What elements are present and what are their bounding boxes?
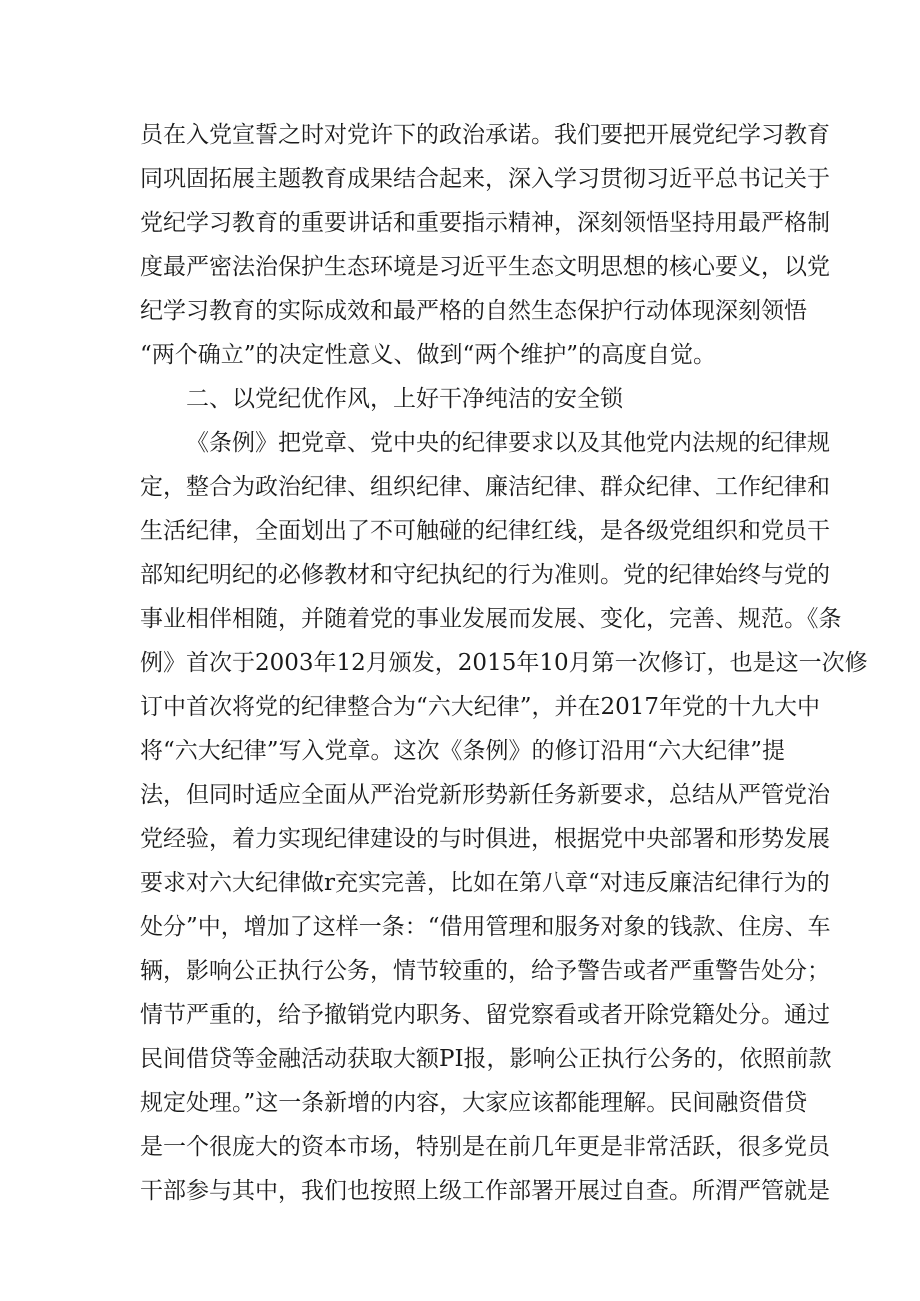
paragraph-1-line-5: 纪学习教育的实际成效和最严格的自然生态保护行动体现深刻领悟 <box>140 298 807 324</box>
paragraph-2-line-16: 规定处理。”这一条新增的内容，大家应该都能理解。民间融资借贷 <box>140 1090 808 1116</box>
paragraph-2-line-5: 事业相伴相随，并随着党的事业发展而发展、变化，完善、规范。《条 <box>140 606 842 632</box>
paragraph-2-line-10: 党经验，着力实现纪律建设的与时俱进，根据党中央部署和形势发展 <box>140 826 830 852</box>
paragraph-2-line-17: 是一个很庞大的资本市场，特别是在前几年更是非常活跃，很多党员 <box>140 1134 830 1160</box>
paragraph-2-line-2: 定，整合为政治纪律、组织纪律、廉洁纪律、群众纪律、工作纪律和 <box>140 474 830 500</box>
paragraph-2-line-15: 民间借贷等金融活动获取大额PI报，影响公正执行公务的，依照前款 <box>140 1046 832 1072</box>
paragraph-1-line-4: 度最严密法治保护生态环境是习近平生态文明思想的核心要义，以党 <box>140 254 830 280</box>
paragraph-1-line-2: 同巩固拓展主题教育成果结合起来，深入学习贯彻习近平总书记关于 <box>140 166 830 192</box>
paragraph-2-line-14: 情节严重的，给予撤销党内职务、留党察看或者开除党籍处分。通过 <box>140 1002 830 1028</box>
paragraph-1-line-1: 员在入党宣誓之时对党许下的政治承诺。我们要把开展党纪学习教育 <box>140 122 830 148</box>
paragraph-2-line-8: 将“六大纪律”写入党章。这次《条例》的修订沿用“六大纪律”提 <box>140 738 786 764</box>
paragraph-2-line-9: 法，但同时适应全面从严治党新形势新任务新要求，总结从严管党治 <box>140 782 830 808</box>
paragraph-2-line-7: 订中首次将党的纪律整合为“六大纪律”，并在2017年党的十九大中 <box>140 694 821 720</box>
paragraph-2-line-11: 要求对六大纪律做r充实完善，比如在第八章“对违反廉洁纪律行为的 <box>140 870 830 896</box>
paragraph-2-line-4: 部知纪明纪的必修教材和守纪执纪的行为准则。党的纪律始终与党的 <box>140 562 830 588</box>
paragraph-1-line-6: “两个确立”的决定性意义、做到“两个维护”的高度自觉。 <box>140 342 717 368</box>
paragraph-2-line-3: 生活纪律，全面划出了不可触碰的纪律红线，是各级党组织和党员干 <box>140 518 830 544</box>
paragraph-2-line-6: 例》首次于2003年12月颁发，2015年10月第一次修订，也是这一次修 <box>140 650 868 676</box>
section-heading-2: 二、以党纪优作风，上好干净纯洁的安全锁 <box>186 386 623 412</box>
paragraph-2-line-1: 《条例》把党章、党中央的纪律要求以及其他党内法规的纪律规 <box>186 430 830 456</box>
paragraph-2-line-18: 干部参与其中，我们也按照上级工作部署开展过自查。所渭严管就是 <box>140 1178 830 1204</box>
paragraph-2-line-13: 辆，影响公正执行公务，情节较重的，给予警告或者严重警告处分； <box>140 958 830 984</box>
paragraph-2-line-12: 处分”中，增加了这样一条：“借用管理和服务对象的钱款、住房、车 <box>140 914 831 940</box>
paragraph-1-line-3: 党纪学习教育的重要讲话和重要指示精神，深刻领悟坚持用最严格制 <box>140 210 830 236</box>
